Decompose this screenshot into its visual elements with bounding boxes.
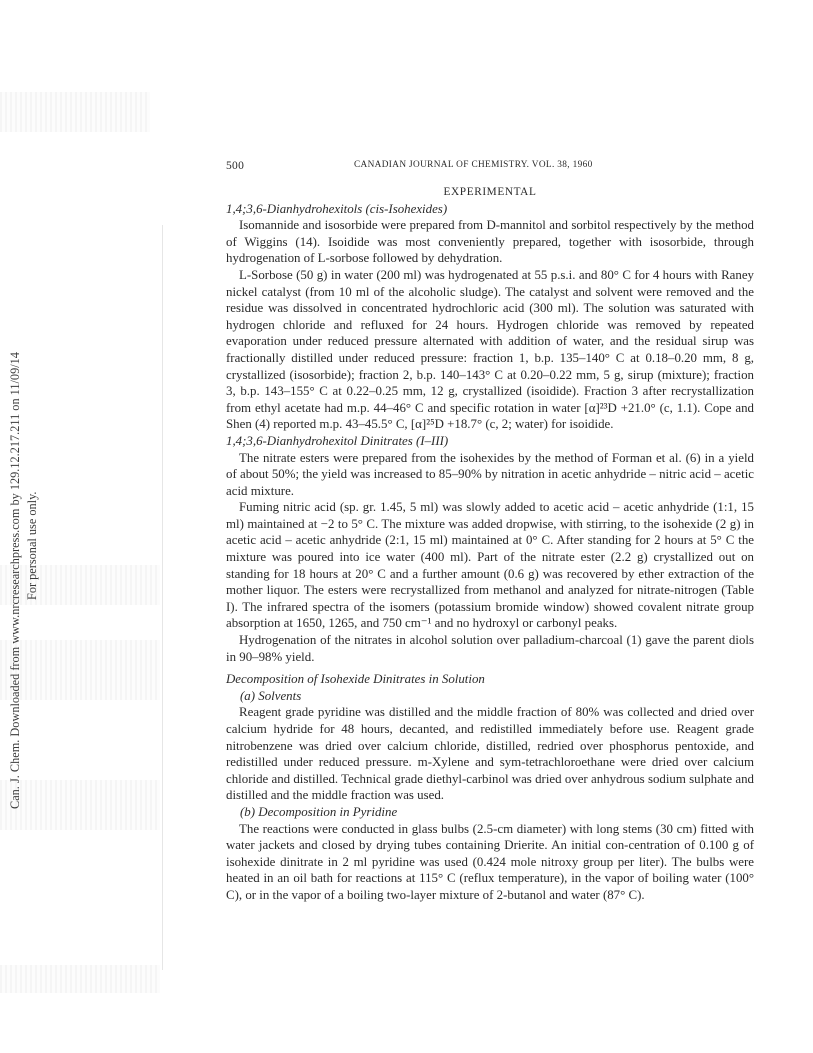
page-number: 500 xyxy=(226,160,245,172)
sub-subsection-title: (b) Decomposition in Pyridine xyxy=(240,804,398,819)
paragraph: The reactions were conducted in glass bulbs (2.5-cm diameter) with long stems (30 cm) fitted with water jackets and closed by drying tubes containing Drierite. An initial con-centration of 0.100 g of isohexide dinitrate in 2 ml pyridine was used (0.424 mole nitroxy group per liter). The bulbs were heated in an oil bath for reactions at 115° C (reflux temperature), in the vapor of boiling water (100° C), or in the vapor of a boiling two-layer mixture of 2-butanol and water (87° C). xyxy=(226,821,754,902)
running-header xyxy=(226,160,752,176)
paragraph: L-Sorbose (50 g) in water (200 ml) was hydrogenated at 55 p.s.i. and 80° C for 4 hours with Raney nickel catalyst (from 10 ml of the alcoholic sludge). The catalyst and solvent were removed and the residue was dissolved in concentrated hydrochloric acid (300 ml). The solution was saturated with hydrogen chloride and refluxed for 24 hours. Hydrogen chloride was removed by repeated evaporation under reduced pressure alternated with addition of water, and the residual sirup was fractionally distilled under reduced pressure: fraction 1, b.p. 135–140° C at 0.18–0.20 mm, 8 g, crystallized (isosorbide); fraction 2, b.p. 140–143° C at 0.20–0.22 mm, 5 g, sirup (mixture); fraction 3, b.p. 143–155° C at 0.22–0.25 mm, 12 g, crystallized (isoidide). Fraction 3 after recrystallization from ethyl acetate had m.p. 44–46° C and specific rotation in water [α]²³D +21.0° (c, 1.1). Cope and Shen (4) reported m.p. 43–45.5° C, [α]²⁵D +18.7° (c, 2; water) for isoidide. xyxy=(226,267,754,432)
scan-noise xyxy=(0,92,150,132)
paragraph: The nitrate esters were prepared from the isohexides by the method of Forman et al. (6) in a yield of about 50%; the yield was increased to 85–90% by nitration in acetic anhydride – nitric acid – acetic acid mixture. xyxy=(226,450,754,498)
scan-noise xyxy=(0,965,160,993)
personal-use-notice: For personal use only. xyxy=(25,491,39,600)
paragraph: Isomannide and isosorbide were prepared from D-mannitol and sorbitol respectively by the method of Wiggins (14). Isoidide was most conveniently prepared, together with isosorbide, through hydrogenation of L-sorbose followed by dehydration. xyxy=(226,218,754,266)
paragraph: Reagent grade pyridine was distilled and the middle fraction of 80% was collected and dried over calcium hydride for 48 hours, decanted, and redistilled immediately before use. Reagent grade nitrobenzene was dried over calcium chloride, distilled, redried over phosphorus pentoxide, and redistilled under reduced pressure. m-Xylene and sym-tetrachloroethane were dried over calcium chloride and distilled. Technical grade diethyl-carbinol was dried over anhydrous sodium sulphate and distilled and the middle fraction was used. xyxy=(226,705,754,803)
subsection-title: 1,4;3,6-Dianhydrohexitols (cis-Isohexides) xyxy=(226,201,448,216)
download-notice xyxy=(8,205,48,810)
section-heading: EXPERIMENTAL xyxy=(443,186,537,198)
subsection-title: Decomposition of Isohexide Dinitrates in Solution xyxy=(226,672,485,687)
running-title: CANADIAN JOURNAL OF CHEMISTRY. VOL. 38, 1960 xyxy=(354,160,593,170)
sub-subsection-title: (a) Solvents xyxy=(240,688,302,703)
download-notice-line: Can. J. Chem. Downloaded from www.nrcresearchpress.com by 129.12.217.211 on 11/09/14 xyxy=(8,352,22,809)
subsection-title: 1,4;3,6-Dianhydrohexitol Dinitrates (I–III) xyxy=(226,433,449,448)
paragraph: Fuming nitric acid (sp. gr. 1.45, 5 ml) was slowly added to acetic acid – acetic anhydride (1:1, 15 ml) maintained at −2 to 5° C. The mixture was added dropwise, with stirring, to the isohexide (2 g) in acetic acid – acetic anhydride (2:1, 15 ml) maintained at 0° C. After standing for 2 hours at 5° C the mixture was poured into ice water (400 ml). Part of the nitrate ester (2.2 g) crystallized out on standing for 18 hours at 20° C and a further amount (0.6 g) was recovered by ether extraction of the mother liquor. The esters were recrystallized from methanol and analyzed for nitrate-nitrogen (Table I). The infrared spectra of the isomers (potassium bromide window) showed covalent nitrate group absorption at 1650, 1265, and 750 cm⁻¹ and no hydroxyl or carbonyl peaks. xyxy=(226,500,754,631)
scan-edge-line xyxy=(162,225,163,970)
paragraph: Hydrogenation of the nitrates in alcohol solution over palladium-charcoal (1) gave the parent diols in 90–98% yield. xyxy=(226,633,754,664)
article-body xyxy=(226,184,754,904)
